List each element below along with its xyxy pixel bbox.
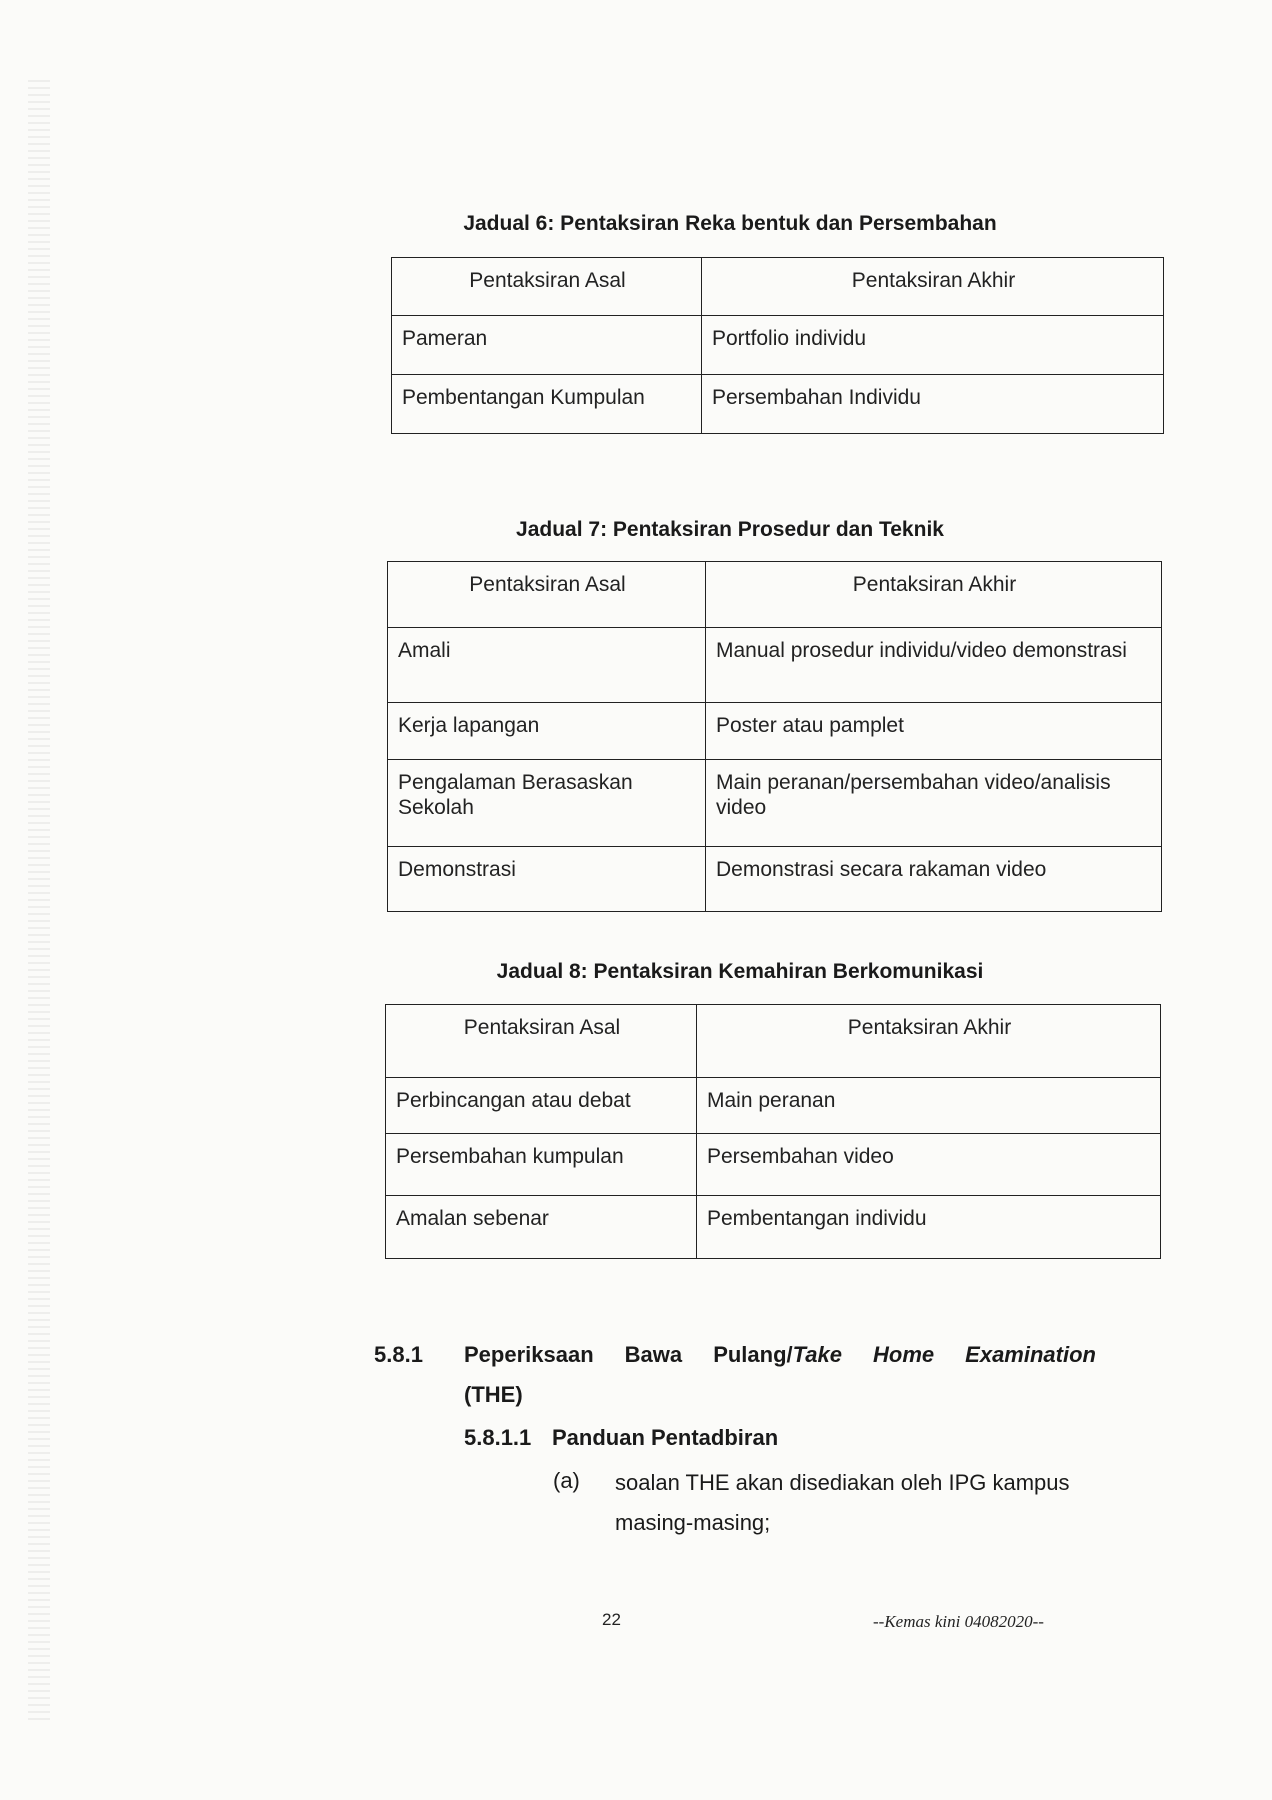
table-8-caption: Jadual 8: Pentaksiran Kemahiran Berkomunikasi <box>496 960 984 983</box>
table-row <box>392 375 1164 434</box>
table-cell: Demonstrasi secara rakaman video <box>706 847 1162 912</box>
section-title-word: Home <box>873 1342 935 1367</box>
table-cell: Poster atau pamplet <box>706 703 1162 760</box>
table-cell: Amalan sebenar <box>386 1196 697 1259</box>
subsection-number: 5.8.1.1 <box>464 1425 532 1450</box>
table-cell: Main peranan <box>697 1078 1161 1134</box>
table-row <box>388 703 1162 760</box>
revision-note: --Kemas kini 04082020-- <box>873 1612 1044 1631</box>
table-cell: Persembahan kumpulan <box>386 1134 697 1196</box>
section-title-word: Peperiksaan <box>464 1342 594 1367</box>
table-7-header-akhir: Pentaksiran Akhir <box>706 562 1162 628</box>
table-8-header-asal: Pentaksiran Asal <box>386 1005 697 1078</box>
table-row <box>388 760 1162 847</box>
table-7-caption: Jadual 7: Pentaksiran Prosedur dan Teknik <box>516 518 944 541</box>
table-6-header-asal: Pentaksiran Asal <box>392 258 702 316</box>
table-cell: Portfolio individu <box>702 316 1164 375</box>
list-item-line1: soalan THE akan disediakan oleh IPG kampus <box>615 1470 1070 1495</box>
table-cell: Main peranan/persembahan video/analisis video <box>706 760 1162 847</box>
table-8-header-akhir: Pentaksiran Akhir <box>697 1005 1161 1078</box>
page-number: 22 <box>602 1610 621 1629</box>
table-cell: Persembahan video <box>697 1134 1161 1196</box>
table-row <box>386 1196 1161 1259</box>
table-row <box>386 1078 1161 1134</box>
table-7-header-row <box>388 562 1162 628</box>
table-cell: Manual prosedur individu/video demonstrasi <box>706 628 1162 703</box>
table-6-caption: Jadual 6: Pentaksiran Reka bentuk dan Persembahan <box>463 212 997 235</box>
table-cell: Pengalaman Berasaskan Sekolah <box>388 760 706 847</box>
table-7-header-asal: Pentaksiran Asal <box>388 562 706 628</box>
table-cell: Perbincangan atau debat <box>386 1078 697 1134</box>
table-cell: Persembahan Individu <box>702 375 1164 434</box>
section-number: 5.8.1 <box>374 1342 423 1367</box>
table-6-header-row <box>392 258 1164 316</box>
table-6-header-akhir: Pentaksiran Akhir <box>702 258 1164 316</box>
table-cell: Pembentangan Kumpulan <box>392 375 702 434</box>
table-8-header-row <box>386 1005 1161 1078</box>
list-item-line2: masing-masing; <box>615 1510 771 1535</box>
section-title <box>464 1342 1096 1368</box>
section-title-line2: (THE) <box>464 1382 523 1407</box>
table-row <box>388 847 1162 912</box>
table-8 <box>385 1004 1161 1259</box>
table-cell: Kerja lapangan <box>388 703 706 760</box>
table-cell: Amali <box>388 628 706 703</box>
subsection-title: Panduan Pentadbiran <box>552 1425 779 1450</box>
table-cell: Pembentangan individu <box>697 1196 1161 1259</box>
table-cell: Demonstrasi <box>388 847 706 912</box>
scan-margin-artifact <box>28 80 50 1720</box>
table-row <box>386 1134 1161 1196</box>
section-title-word: Bawa <box>624 1342 683 1367</box>
list-item-label: (a) <box>553 1468 580 1493</box>
table-7 <box>387 561 1162 912</box>
section-title-word: Examination <box>965 1342 1096 1367</box>
table-cell: Pameran <box>392 316 702 375</box>
section-title-word: Pulang/Take <box>713 1342 842 1367</box>
table-row <box>388 628 1162 703</box>
table-row <box>392 316 1164 375</box>
table-6 <box>391 257 1164 434</box>
